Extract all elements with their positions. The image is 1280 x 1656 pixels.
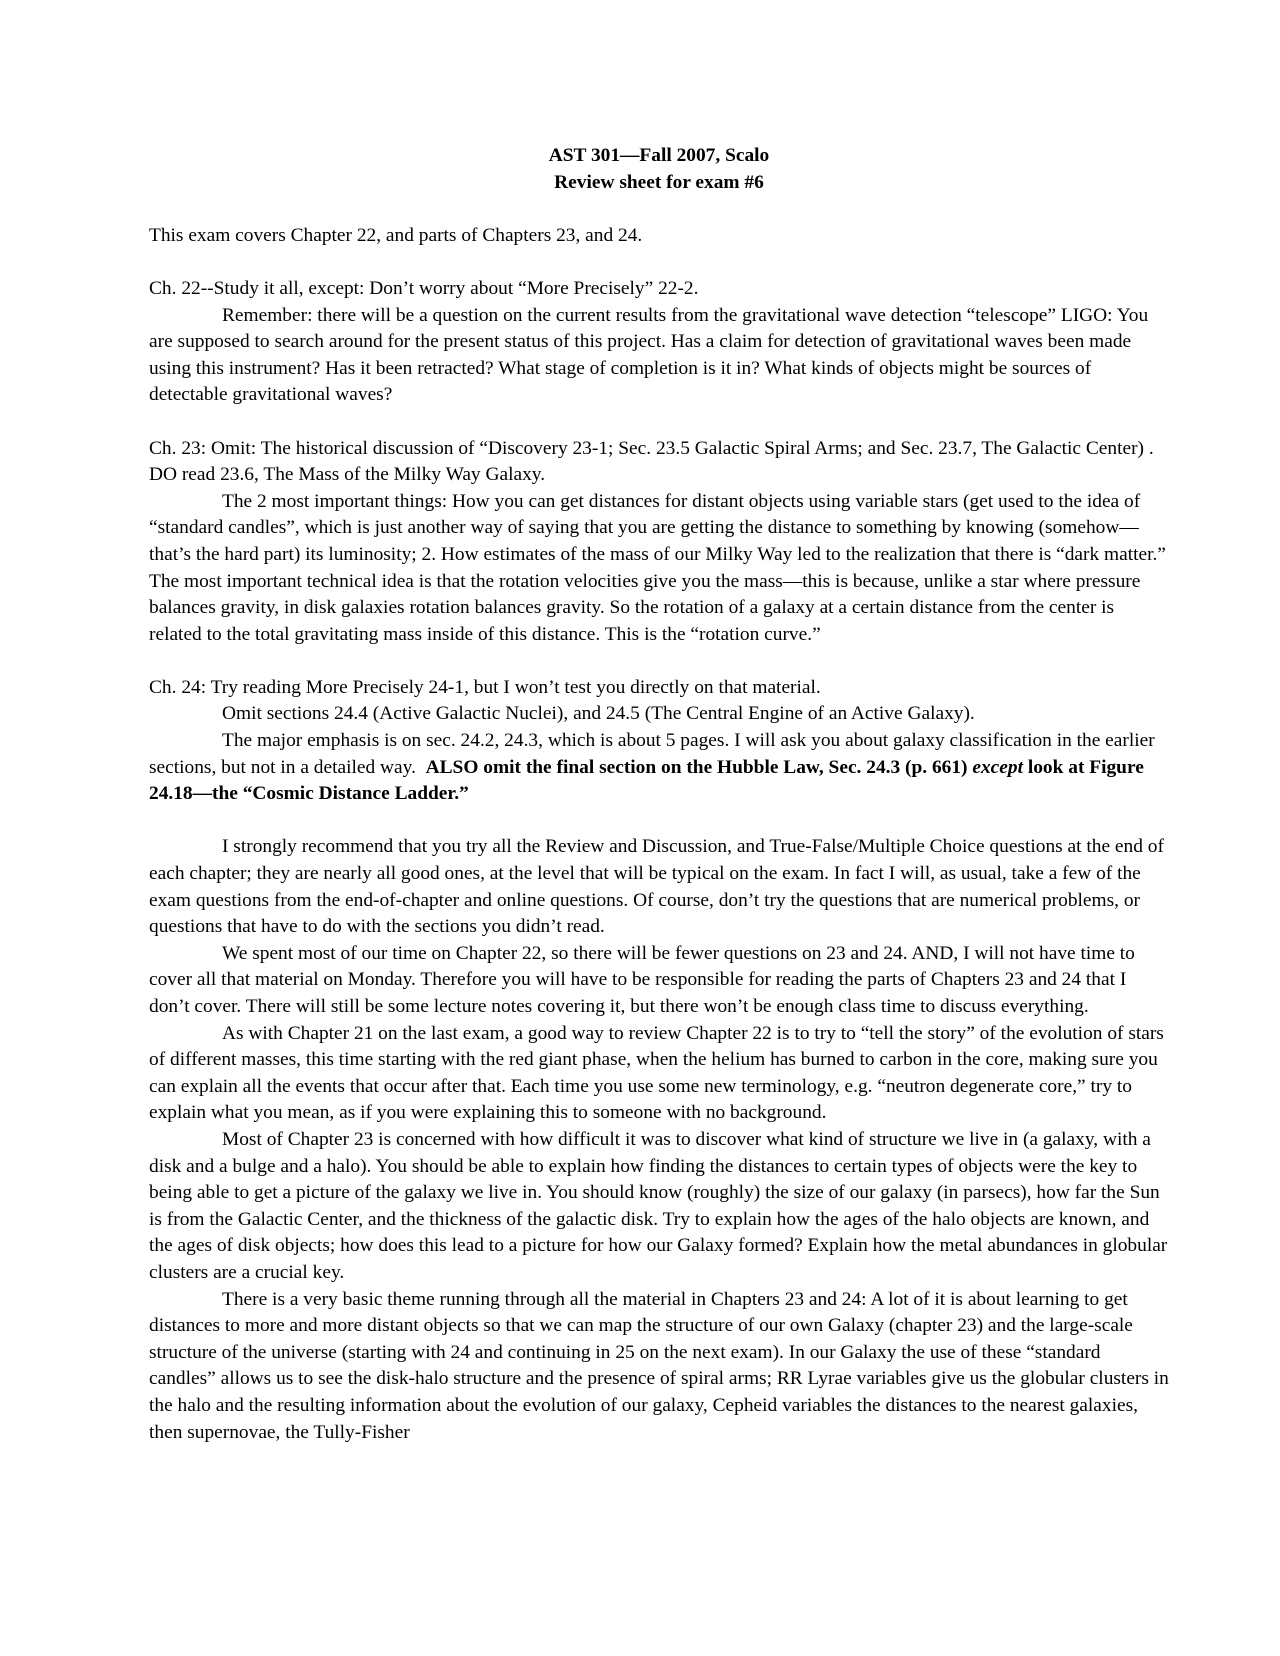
ch24-emphasis-paragraph	[149, 728, 1169, 808]
ch22-heading-line: Ch. 22--Study it all, except: Don’t worry about “More Precisely” 22-2.	[149, 277, 699, 299]
ch23-important-paragraph: The 2 most important things: How you can get distances for distant objects using variable stars (get used to the idea of “standard candles”, which is just another way of saying that you are getting the distance to something by knowing (somehow—that’s the hard part) its luminosity; 2. How estimates of the mass of our Milky Way led to the realization that there is “dark matter.” The most important technical idea is that the rotation velocities give you the mass—this is because, unlike a star where pressure balances gravity, in disk galaxies rotation balances gravity. So the rotation of a galaxy at a certain distance from the center is related to the total gravitating mass inside of this distance. This is the “rotation curve.”	[149, 490, 1166, 645]
document-title: AST 301—Fall 2007, Scalo	[548, 145, 770, 166]
spacer	[149, 249, 1169, 276]
ch23-omit-paragraph: Ch. 23: Omit: The historical discussion of “Discovery 23-1; Sec. 23.5 Galactic Spiral Arms; and Sec. 23.7, The Galactic Center) . DO read 23.6, The Mass of the Milky Way Galaxy.	[149, 437, 1154, 486]
intro-paragraph: This exam covers Chapter 22, and parts of Chapters 23, and 24.	[149, 224, 643, 246]
ch22-remember-paragraph: Remember: there will be a question on the current results from the gravitational wave detection “telescope” LIGO: You are supposed to search around for the present status of this project. Has a claim for detection of gravitational waves been made using this instrument? Has it been retracted? What stage of completion is it in? What kinds of objects might be sources of detectable gravitational waves?	[149, 304, 1149, 406]
spacer	[149, 648, 1169, 675]
advice-paragraph-1: I strongly recommend that you try all the Review and Discussion, and True-False/Multiple Choice questions at the end of each chapter; they are nearly all good ones, at the level that will be typical on the exam. In fact I will, as usual, take a few of the exam questions from the end-of-chapter and online questions. Of course, don’t try the questions that are numerical problems, or questions that have to do with the sections you didn’t read.	[149, 836, 1164, 938]
ch24-bold-note: ALSO omit the final section on the Hubble Law, Sec. 24.3 (p. 661)	[425, 756, 968, 778]
document-page	[149, 143, 1169, 1446]
spacer	[149, 409, 1169, 436]
ch24-bold-italic-note: except	[972, 756, 1023, 778]
advice-paragraph-5: There is a very basic theme running through all the material in Chapters 23 and 24: A lot of it is about learning to get distances to more and more distant objects so that we can map the structure of our own Galaxy (chapter 23) and the large-scale structure of the universe (starting with 24 and continuing in 25 on the next exam). In our Galaxy the use of these “standard candles” allows us to see the disk-halo structure and the presence of spiral arms; RR Lyrae variables give us the globular clusters in the halo and the resulting information about the evolution of our galaxy, Cepheid variables the distances to the nearest galaxies, then supernovae, the Tully-Fisher	[149, 1288, 1169, 1443]
ch24-heading-line: Ch. 24: Try reading More Precisely 24-1, but I won’t test you directly on that material.	[149, 676, 821, 698]
advice-paragraph-4: Most of Chapter 23 is concerned with how difficult it was to discover what kind of structure we live in (a galaxy, with a disk and a bulge and a halo). You should be able to explain how finding the distances to certain types of objects were the key to being able to get a picture of the galaxy we live in. You should know (roughly) the size of our galaxy (in parsecs), how far the Sun is from the Galactic Center, and the thickness of the galactic disk. Try to explain how the ages of the halo objects are known, and the ages of disk objects; how does this lead to a picture for how our Galaxy formed? Explain how the metal abundances in globular clusters are a crucial key.	[149, 1128, 1168, 1283]
spacer	[149, 196, 1169, 223]
spacer	[149, 808, 1169, 835]
advice-paragraph-3: As with Chapter 21 on the last exam, a good way to review Chapter 22 is to try to “tell the story” of the evolution of stars of different masses, this time starting with the red giant phase, when the helium has burned to carbon in the core, making sure you can explain all the events that occur after that. Each time you use some new terminology, e.g. “neutron degenerate core,” try to explain what you mean, as if you were explaining this to someone with no background.	[149, 1022, 1164, 1124]
ch24-emphasis-text: The major emphasis is on sec. 24.2, 24.3, which is about 5 pages. I will ask you about galaxy classification in the earlier sections, but not in a detailed way.	[149, 730, 1155, 778]
ch24-omit-paragraph: Omit sections 24.4 (Active Galactic Nuclei), and 24.5 (The Central Engine of an Active Galaxy).	[222, 703, 975, 725]
ch24-bold-note-end: look at Figure 24.18—the “Cosmic Distance Ladder.”	[149, 756, 1144, 805]
document-subtitle: Review sheet for exam #6	[554, 171, 764, 193]
advice-paragraph-2: We spent most of our time on Chapter 22, so there will be fewer questions on 23 and 24. AND, I will not have time to cover all that material on Monday. Therefore you will have to be responsible for reading the parts of Chapters 23 and 24 that I don’t cover. There will still be some lecture notes covering it, but there won’t be enough class time to discuss everything.	[149, 942, 1135, 1017]
